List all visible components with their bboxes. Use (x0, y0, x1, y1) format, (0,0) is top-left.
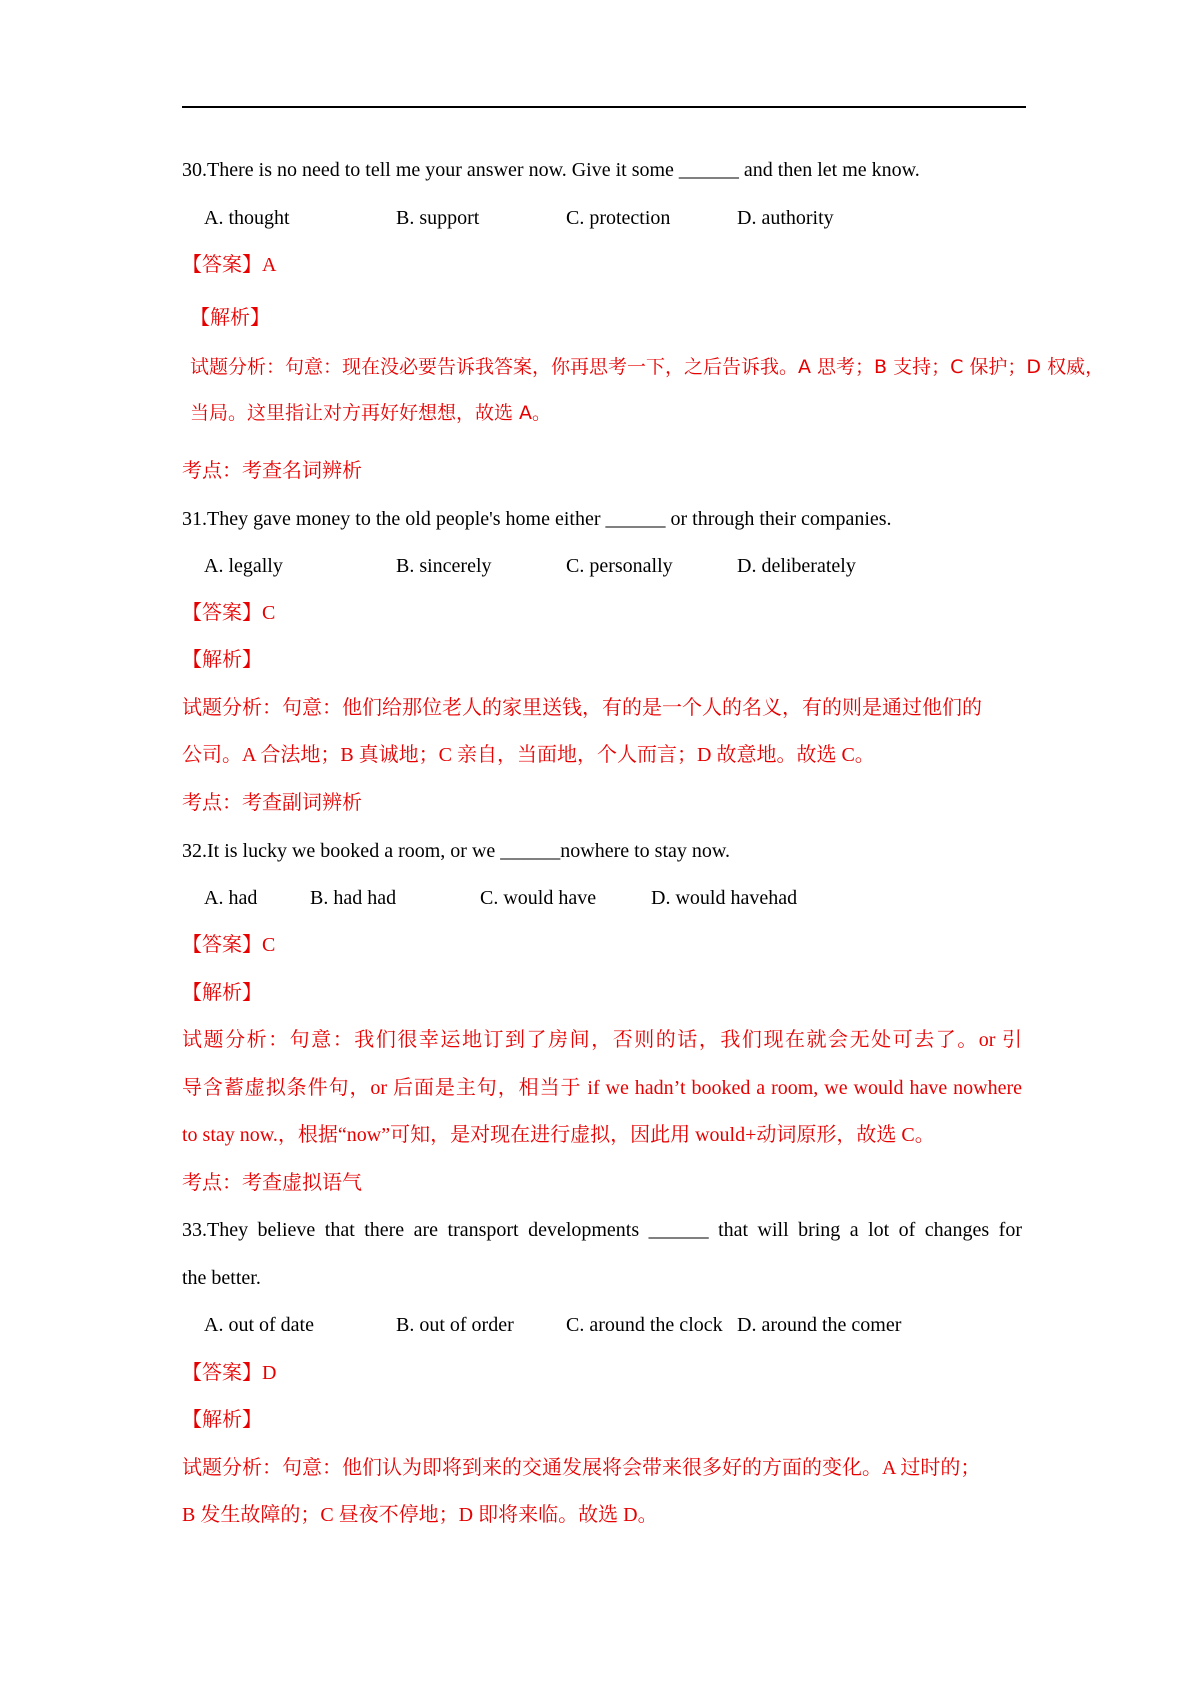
question-33-option-a: A. out of date (204, 1314, 314, 1336)
question-31-option-c: C. personally (566, 555, 673, 577)
question-32-option-d: D. would havehad (651, 887, 798, 909)
question-30-analysis-line-2: 当局。这里指让对方再好好想想，故选 A。 (190, 402, 552, 424)
question-31-option-b: B. sincerely (396, 555, 492, 577)
question-30-option-c: C. protection (566, 207, 671, 229)
question-32-option-c: C. would have (480, 887, 597, 909)
question-30-analysis-heading: 【解析】 (190, 307, 270, 329)
question-32-option-b: B. had had (310, 887, 397, 909)
question-31-analysis-line-2: 公司。A 合法地；B 真诚地；C 亲自，当面地，个人而言；D 故意地。故选 C。 (182, 744, 875, 766)
question-33-stem-line-1: 33.They believe that there are transport developments ______ that will bring a lot of changes for (182, 1219, 1022, 1241)
question-31-analysis-line-1: 试题分析：句意：他们给那位老人的家里送钱，有的是一个人的名义，有的则是通过他们的 (182, 697, 982, 719)
question-32-analysis-line-3: to stay now.，根据“now”可知，是对现在进行虚拟，因此用 would+动词原形，故选 C。 (182, 1124, 935, 1146)
question-32-analysis-heading: 【解析】 (182, 982, 262, 1004)
question-31-point: 考点：考查副词辨析 (182, 792, 362, 814)
question-31-stem: 31.They gave money to the old people's home either ______ or through their companies. (182, 508, 892, 530)
question-30-stem: 30.There is no need to tell me your answer now. Give it some ______ and then let me know. (182, 159, 920, 181)
question-33-option-c: C. around the clock (566, 1314, 723, 1336)
question-31-option-a: A. legally (204, 555, 283, 577)
question-31-answer: 【答案】C (182, 602, 276, 624)
question-33-answer: 【答案】D (182, 1362, 277, 1384)
question-33-option-d: D. around the comer (737, 1314, 902, 1336)
question-30-point: 考点：考查名词辨析 (182, 460, 362, 482)
question-30-analysis-line-1: 试题分析：句意：现在没必要告诉我答案，你再思考一下，之后告诉我。A 思考；B 支持；C 保护；D 权威， (190, 356, 1105, 378)
question-32-analysis-line-2: 导含蓄虚拟条件句，or 后面是主句，相当于 if we hadn’t booked a room, we would have nowhere (182, 1077, 1022, 1099)
question-30-answer: 【答案】A (182, 254, 277, 276)
question-30-option-a: A. thought (204, 207, 290, 229)
question-32-answer: 【答案】C (182, 934, 276, 956)
question-33-option-b: B. out of order (396, 1314, 514, 1336)
question-30-option-b: B. support (396, 207, 480, 229)
question-30-option-d: D. authority (737, 207, 834, 229)
question-31-option-d: D. deliberately (737, 555, 856, 577)
question-32-option-a: A. had (204, 887, 258, 909)
question-32-stem: 32.It is lucky we booked a room, or we ______nowhere to stay now. (182, 840, 731, 862)
question-33-analysis-line-2: B 发生故障的；C 昼夜不停地；D 即将来临。故选 D。 (182, 1504, 658, 1526)
question-32-analysis-line-1: 试题分析：句意：我们很幸运地订到了房间，否则的话，我们现在就会无处可去了。or 引 (182, 1029, 1022, 1051)
question-31-analysis-heading: 【解析】 (182, 649, 262, 671)
header-rule (182, 106, 1026, 108)
question-32-point: 考点：考查虚拟语气 (182, 1172, 362, 1194)
question-33-analysis-line-1: 试题分析：句意：他们认为即将到来的交通发展将会带来很多好的方面的变化。A 过时的； (182, 1457, 981, 1479)
question-33-stem-line-2: the better. (182, 1267, 261, 1289)
question-33-analysis-heading: 【解析】 (182, 1409, 262, 1431)
